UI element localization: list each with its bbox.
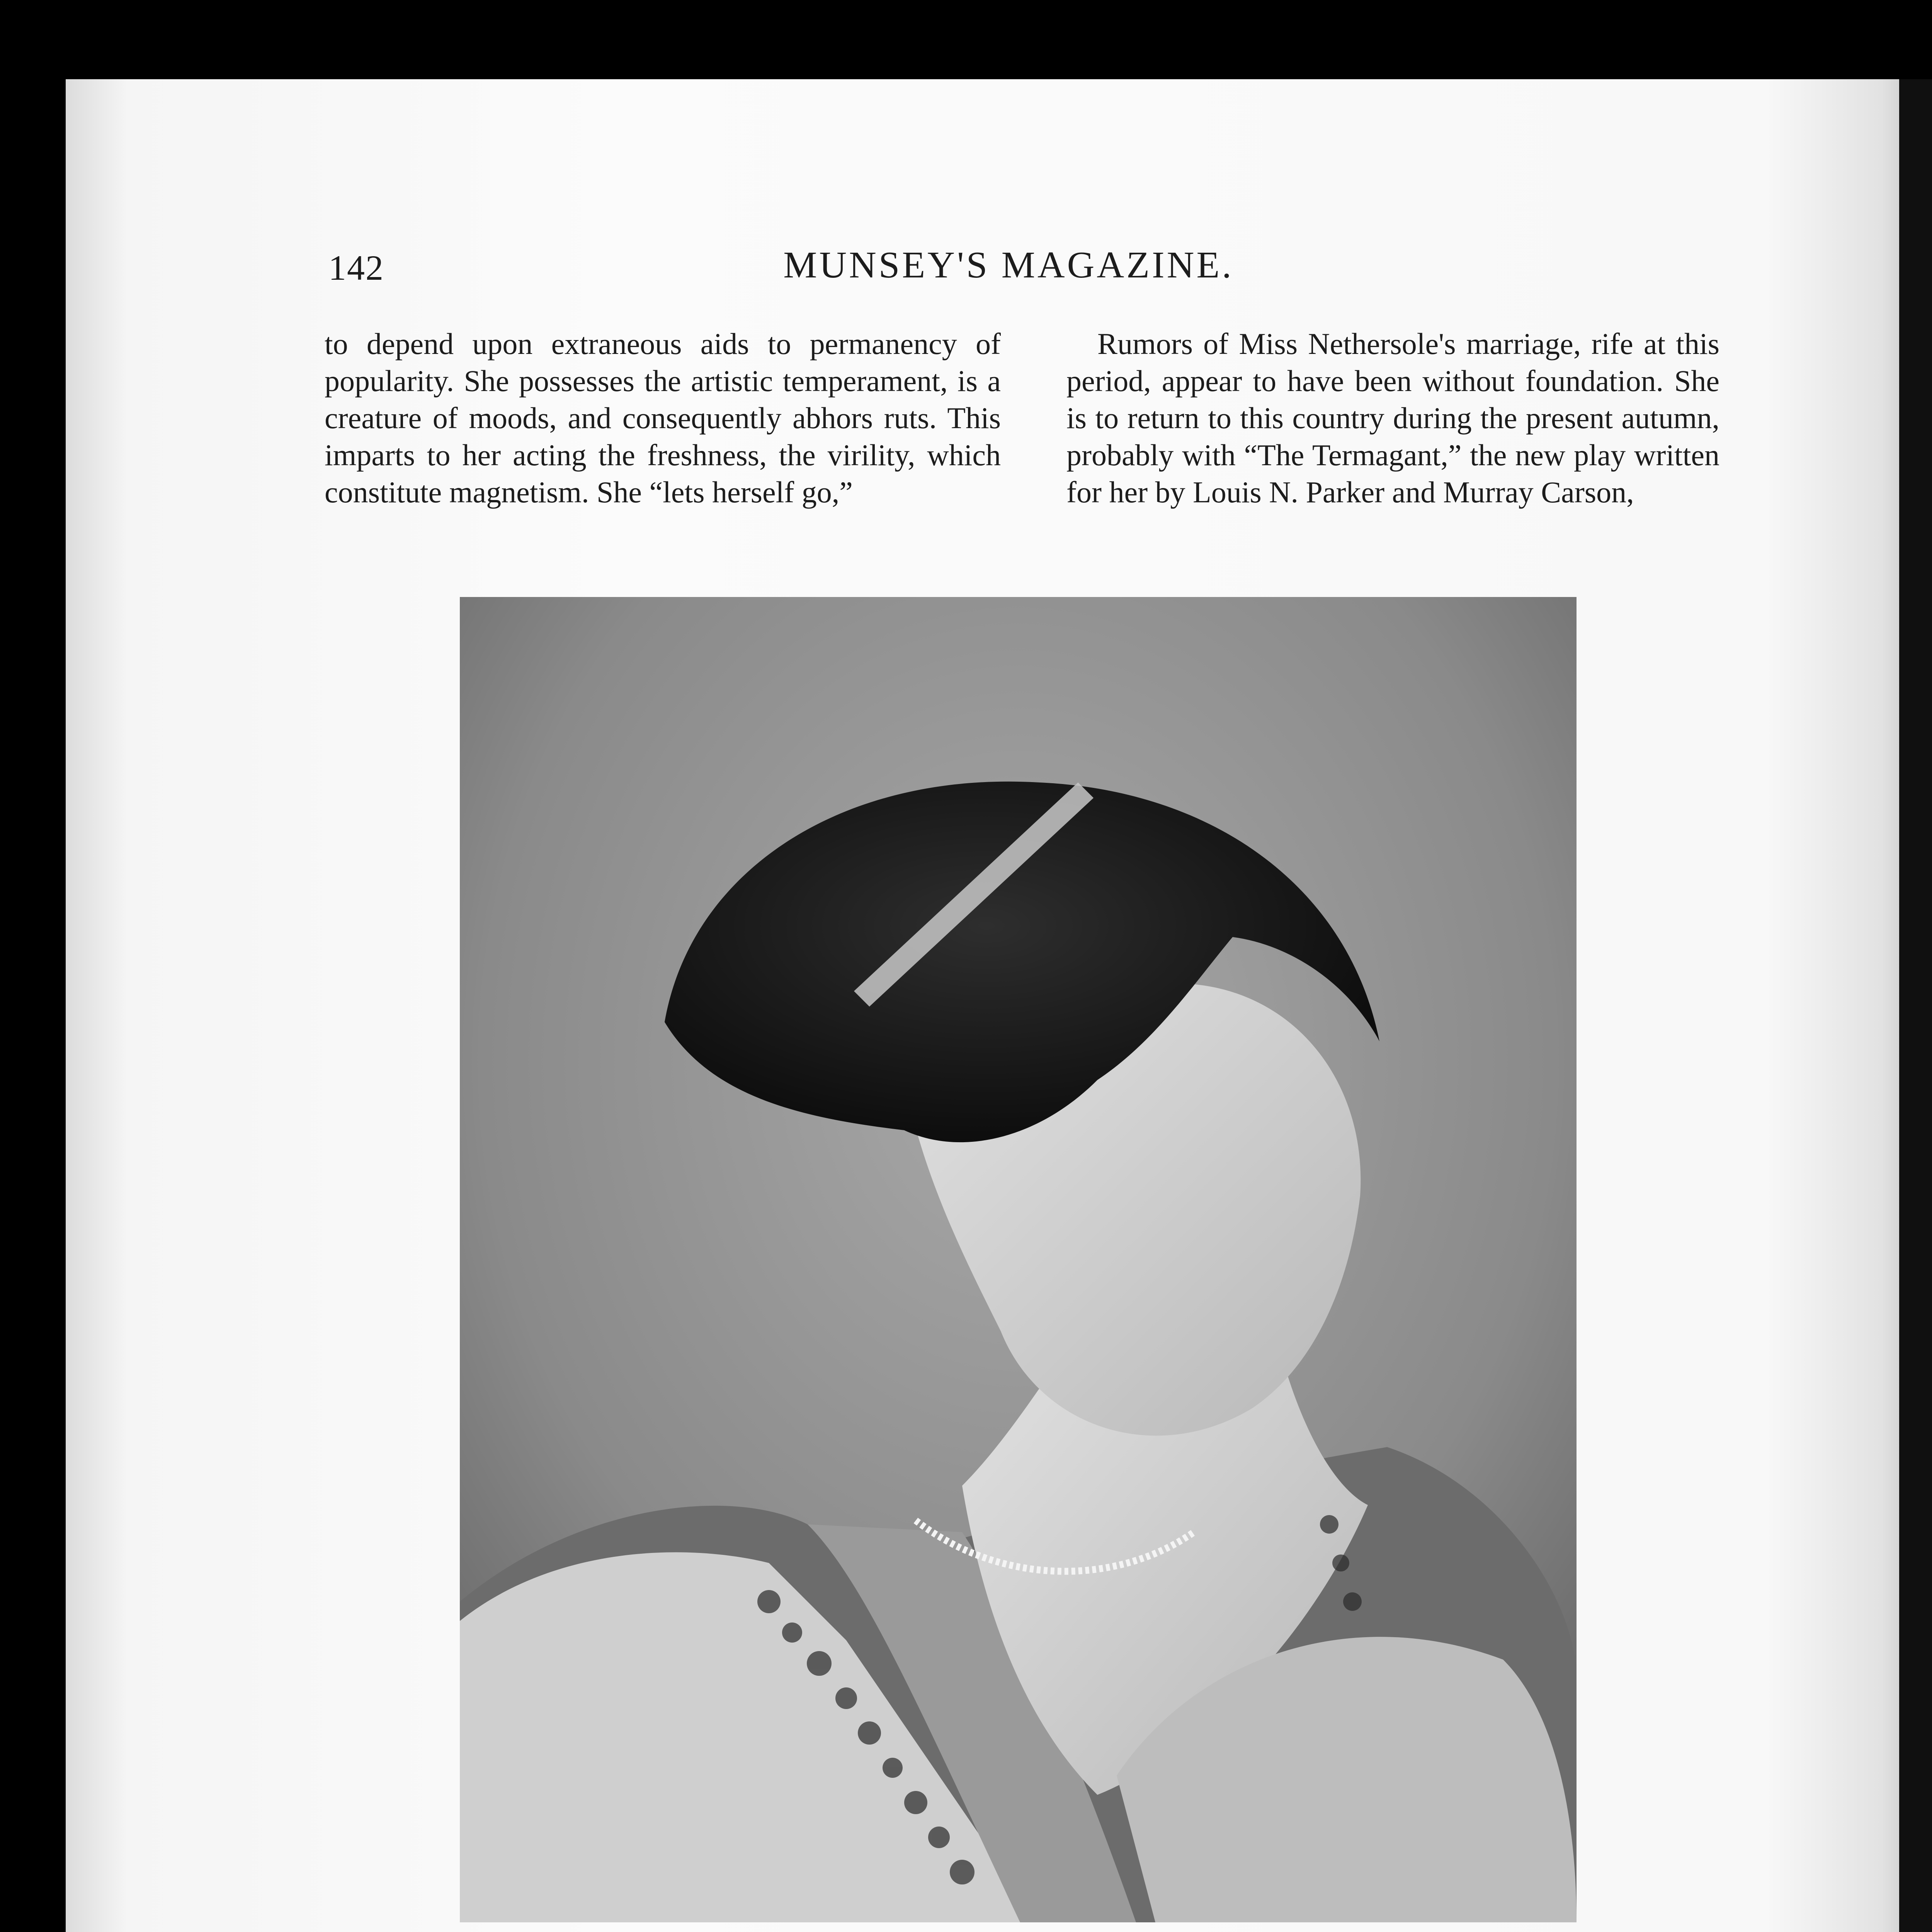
page-number: 142 xyxy=(328,248,384,287)
magazine-title: MUNSEY'S MAGAZINE. xyxy=(783,244,1234,286)
portrait-photograph xyxy=(460,597,1577,1922)
book-spine xyxy=(1899,79,1932,1932)
top-left-paragraph: to depend upon extraneous aids to permanency of popularity. She possesses the artistic temperament, is a creature of moods, and consequently abhors ruts. This imparts to her acting the freshness, the virility, which constitute magnetism. She “lets herself go,” xyxy=(325,327,1001,509)
top-right-paragraph: Rumors of Miss Nethersole's marriage, rife at this period, appear to have been without foundation. She is to return to this country during the present autumn, probably with “The Termagant,” the new play written for her by Louis N. Parker and Murray Carson, xyxy=(1066,327,1719,509)
running-header xyxy=(328,240,1689,298)
portrait-image xyxy=(460,597,1577,1922)
top-right-column xyxy=(1066,325,1719,549)
top-left-column xyxy=(325,325,1001,549)
